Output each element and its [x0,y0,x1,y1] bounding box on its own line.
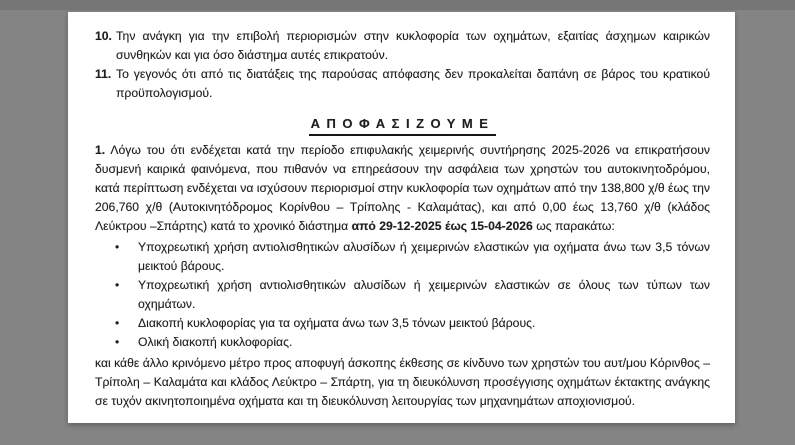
numbered-item-10 [95,27,710,65]
bullet-item [115,238,710,276]
bold-date-range: από 29-12-2025 έως 15-04-2026 [351,219,533,233]
bullet-item [115,314,710,333]
bullet-icon: • [115,316,120,330]
bullet-item [115,276,710,314]
bullet-icon: • [115,335,120,349]
paragraph-number: 1. [95,143,106,157]
bullet-item [115,333,710,352]
bullet-text: Υποχρεωτική χρήση αντιολισθητικών αλυσίδων ή χειμερινών ελαστικών για οχήματα άνω των 3,5 τόνων μεικτού βάρους. [138,240,710,273]
decision-heading-row [95,114,710,136]
paragraph-text-after: ως παρακάτω: [532,219,615,233]
bullet-text: Υποχρεωτική χρήση αντιολισθητικών αλυσίδων ή χειμερινών ελαστικών σε όλους των τύπων των οχημάτων. [138,278,710,311]
decision-heading: ΑΠΟΦΑΣΙΖΟΥΜΕ [309,114,497,136]
paragraph-text: Λόγω του ότι ενδέχεται κατά την περίοδο επιφυλακής χειμερινής συντήρησης 2025-2026 να επικρατήσουν δυσμενή καιρικά φαινόμενα, που πιθανόν να επηρεάσουν την ασφάλεια των χρηστών του αυτοκινητοδρόμου, κατά περίπτωση ενδέχεται να ισχύσουν περιορισμοί στην κυκλοφορία των οχημάτων από την 138,800 χ/θ έως την 206,760 χ/θ (Αυτοκινητόδρομος Κορίνθου – Τρίπολης - Καλαμάτας), και από 0,00 έως 13,760 χ/θ (κλάδος Λεύκτρου –Σπάρτης) κατά το χρονικό διάστημα [95,143,710,233]
bullet-icon: • [115,278,120,292]
document-page [68,12,735,423]
bullet-icon: • [115,240,120,254]
numbered-item-11 [95,65,710,103]
bullet-text: Ολική διακοπή κυκλοφορίας. [138,335,293,349]
bullet-list [115,238,710,352]
decision-paragraph [95,141,710,236]
item-number: 10. [95,29,112,43]
item-text: Το γεγονός ότι από τις διατάξεις της παρούσας απόφασης δεν προκαλείται δαπάνη σε βάρος του κρατικού προϋπολογισμού. [116,67,710,100]
bullet-text: Διακοπή κυκλοφορίας για τα οχήματα άνω των 3,5 τόνων μεικτού βάρους. [138,316,536,330]
item-number: 11. [95,67,112,81]
top-shade-band [0,0,795,10]
item-text: Την ανάγκη για την επιβολή περιορισμών στην κυκλοφορία των οχημάτων, εξαιτίας άσχημων καιρικών συνθηκών και για όσο διάστημα αυτές επικρατούν. [116,29,710,62]
closing-paragraph: και κάθε άλλο κρινόμενο μέτρο προς αποφυγή άσκοπης έκθεσης σε κίνδυνο των χρηστών του αυτ/μου Κόρινθος – Τρίπολη – Καλαμάτα και κλάδος Λεύκτρο – Σπάρτη, για τη διευκόλυνση προσέγγισης οχημάτων έκτακτης ανάγκης σε τυχόν ακινητοποιημένα οχήματα και τη διευκόλυνση λειτουργίας των μηχανημάτων αποχιονισμού. [95,356,710,408]
